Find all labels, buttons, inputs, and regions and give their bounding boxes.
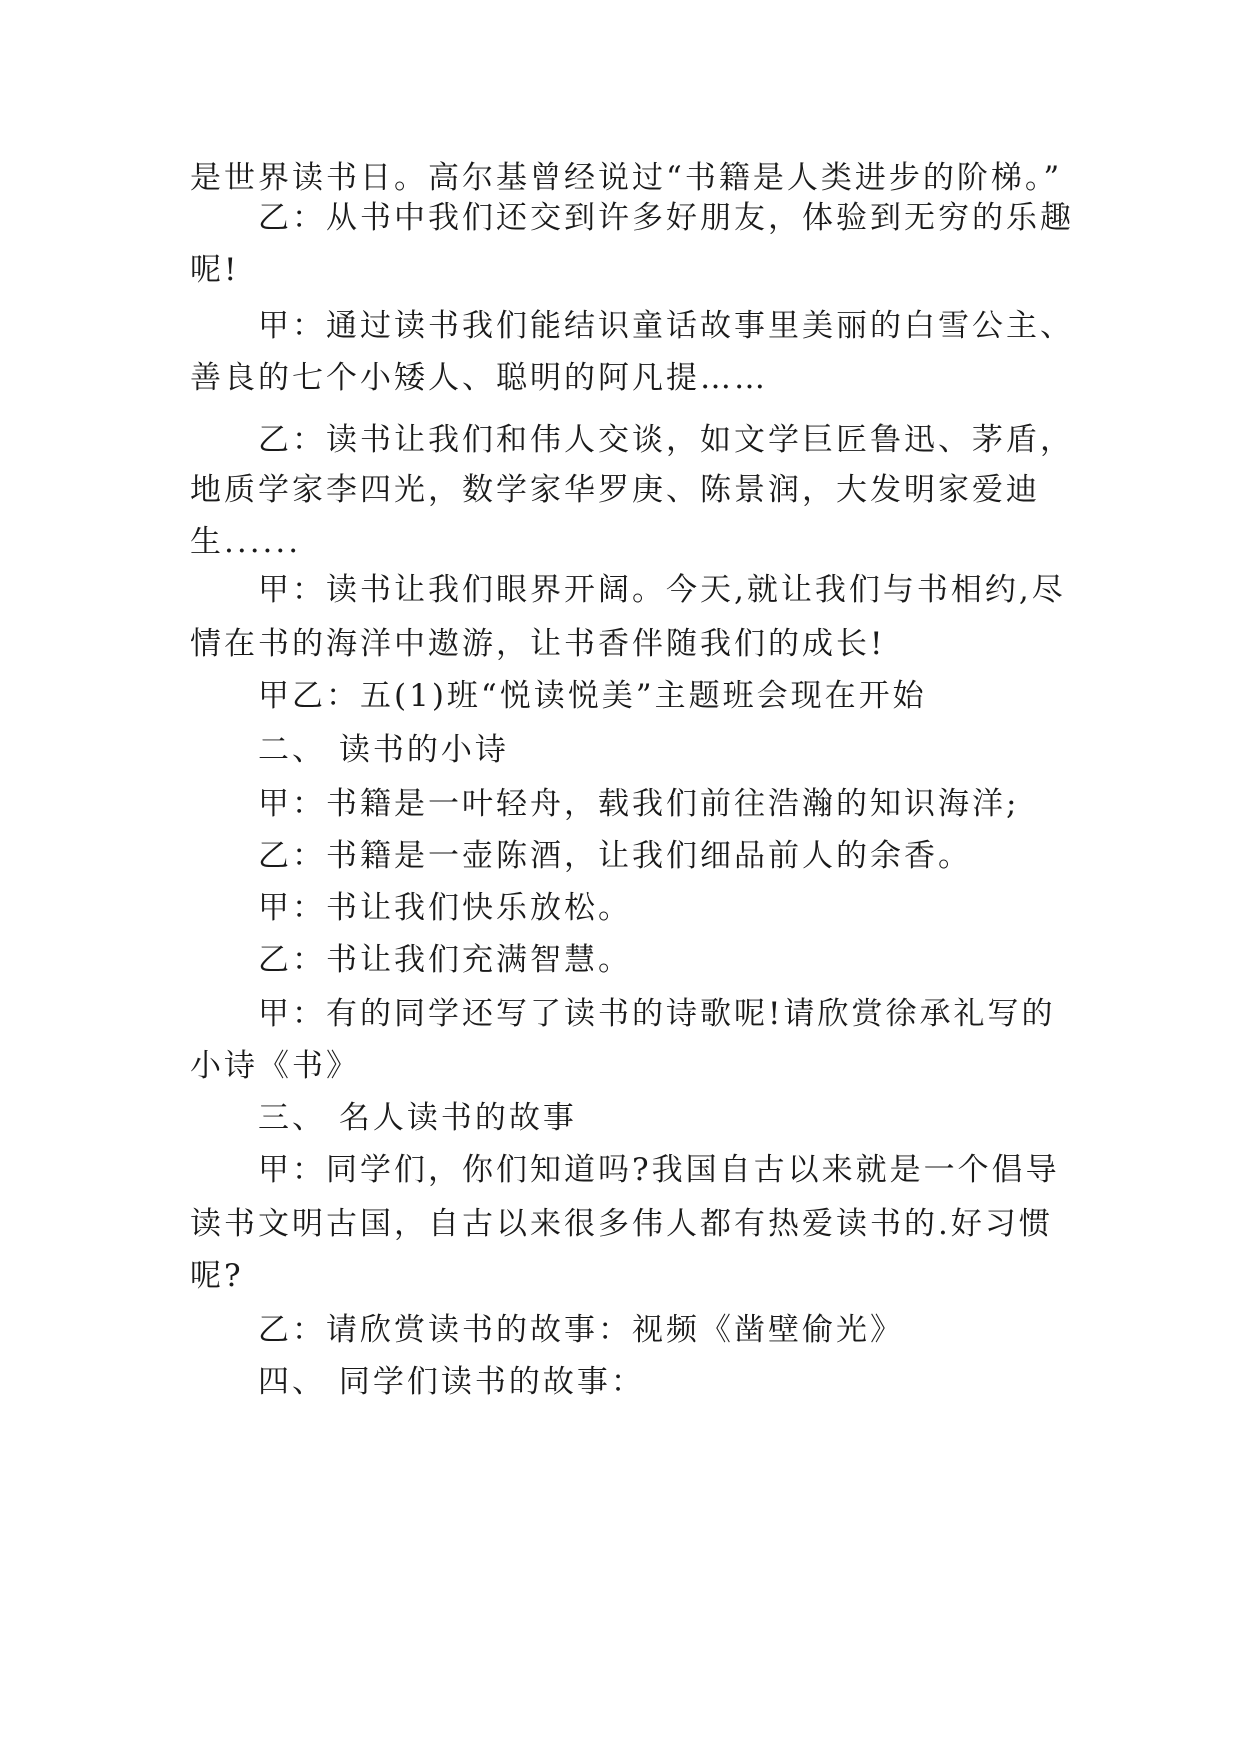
text-line: 甲：书让我们快乐放松。 <box>258 890 632 926</box>
text-line: 生...... <box>190 524 302 560</box>
text-line: 乙：书籍是一壶陈酒，让我们细品前人的余香。 <box>258 838 972 874</box>
text-line: 甲：书籍是一叶轻舟，载我们前往浩瀚的知识海洋; <box>258 786 1020 822</box>
text-line: 呢? <box>190 1258 244 1294</box>
text-line: 甲：同学们，你们知道吗?我国自古以来就是一个倡导 <box>258 1152 1060 1188</box>
section-heading: 三、 名人读书的故事 <box>258 1100 577 1136</box>
text-line: 呢! <box>190 252 240 288</box>
text-line: 甲乙：五(1)班“悦读悦美”主题班会现在开始 <box>258 678 927 714</box>
text-line: 甲：有的同学还写了读书的诗歌呢!请欣赏徐承礼写的 <box>258 996 1056 1032</box>
text-line: 甲：读书让我们眼界开阔。今天,就让我们与书相约,尽 <box>258 572 1066 608</box>
text-line: 小诗《书》 <box>190 1048 360 1084</box>
text-line: 善良的七个小矮人、聪明的阿凡提…… <box>190 360 768 396</box>
text-line: 情在书的海洋中遨游，让书香伴随我们的成长! <box>190 626 886 662</box>
text-line: 乙：读书让我们和伟人交谈，如文学巨匠鲁迅、茅盾， <box>258 422 1074 458</box>
text-line: 甲：通过读书我们能结识童话故事里美丽的白雪公主、 <box>258 308 1074 344</box>
text-line: 地质学家李四光，数学家华罗庚、陈景润，大发明家爱迪 <box>190 472 1040 508</box>
section-heading: 二、 读书的小诗 <box>258 732 509 768</box>
text-line: 乙：请欣赏读书的故事：视频《凿壁偷光》 <box>258 1312 904 1348</box>
text-line: 乙：书让我们充满智慧。 <box>258 942 632 978</box>
text-line: 读书文明古国，自古以来很多伟人都有热爱读书的.好习惯 <box>190 1206 1053 1242</box>
text-line: 是世界读书日。高尔基曾经说过“书籍是人类进步的阶梯。” <box>190 160 1063 196</box>
text-line: 乙：从书中我们还交到许多好朋友，体验到无穷的乐趣 <box>258 200 1074 236</box>
section-heading: 四、 同学们读书的故事： <box>258 1364 645 1400</box>
